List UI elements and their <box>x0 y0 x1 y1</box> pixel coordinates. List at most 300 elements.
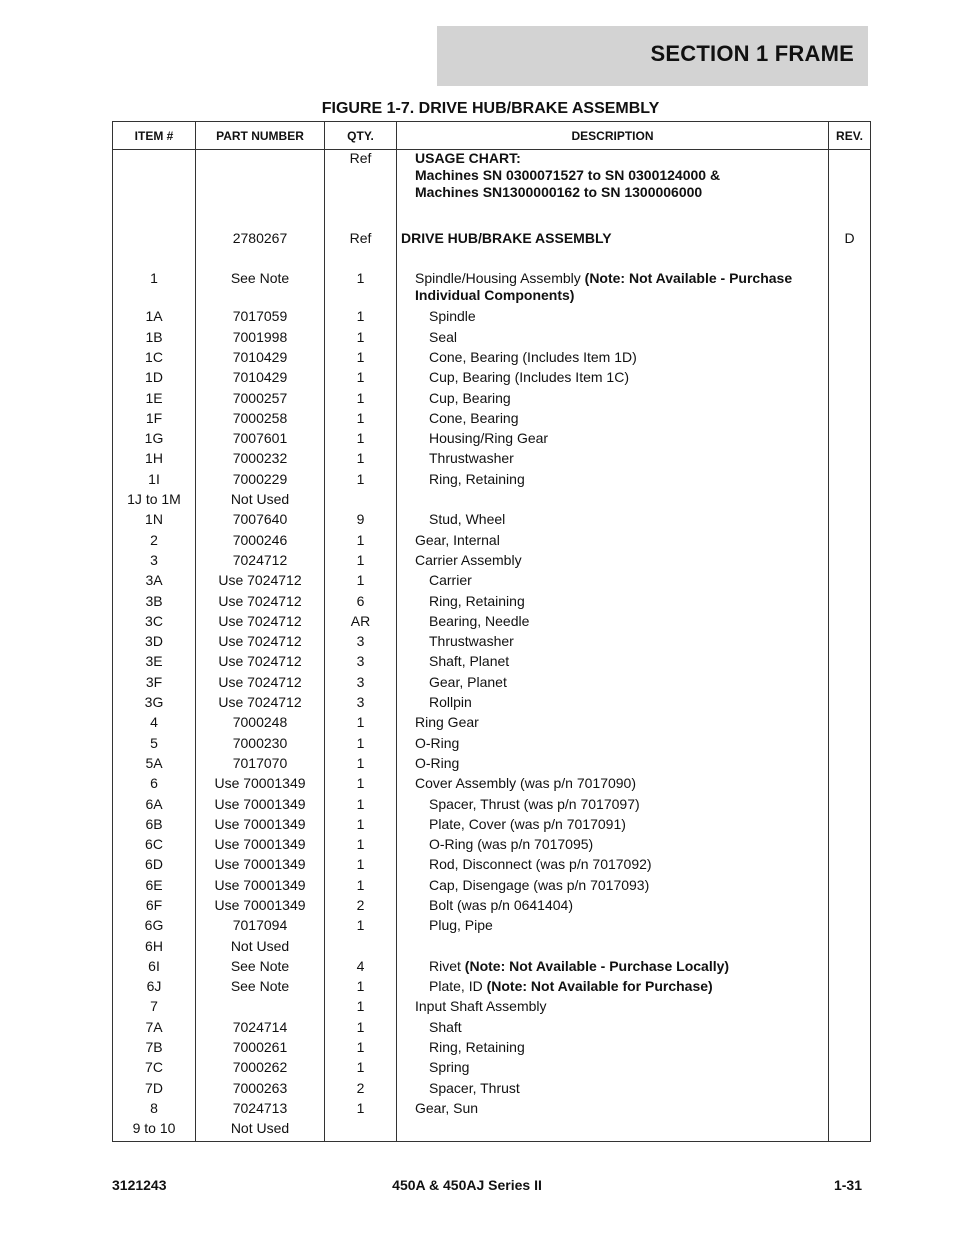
cell-qty: 1 <box>325 998 397 1018</box>
column-header-description: DESCRIPTION <box>397 122 829 150</box>
cell-part-number: Use 7024712 <box>196 694 325 714</box>
table-row <box>113 511 871 531</box>
description-text: Housing/Ring Gear <box>429 430 549 447</box>
cell-item-number: 7C <box>113 1059 196 1079</box>
cell-item-number <box>113 250 196 270</box>
cell-item-number: 6D <box>113 856 196 876</box>
cell-description <box>397 998 829 1018</box>
cell-item-number: 5A <box>113 755 196 775</box>
cell-item-number: 1F <box>113 410 196 430</box>
cell-item-number: 3F <box>113 674 196 694</box>
cell-item-number <box>113 210 196 230</box>
cell-qty: 1 <box>325 390 397 410</box>
table-row <box>113 816 871 836</box>
cell-item-number: 3B <box>113 593 196 613</box>
cell-rev <box>829 593 871 613</box>
table-row <box>113 270 871 308</box>
cell-part-number: 7000232 <box>196 450 325 470</box>
description-text: Spindle <box>429 308 476 325</box>
table-row <box>113 572 871 592</box>
cell-description <box>397 856 829 876</box>
table-row <box>113 593 871 613</box>
cell-part-number: Use 70001349 <box>196 877 325 897</box>
cell-qty: 1 <box>325 471 397 491</box>
cell-rev <box>829 775 871 795</box>
cell-part-number: 7000257 <box>196 390 325 410</box>
cell-description <box>397 430 829 450</box>
cell-qty <box>325 491 397 511</box>
cell-item-number: 9 to 10 <box>113 1120 196 1141</box>
cell-part-number: See Note <box>196 958 325 978</box>
table-row <box>113 775 871 795</box>
cell-qty: AR <box>325 613 397 633</box>
table-row <box>113 430 871 450</box>
cell-description <box>397 1080 829 1100</box>
description-text: Ring, Retaining <box>429 592 525 609</box>
cell-rev <box>829 653 871 673</box>
cell-rev <box>829 917 871 937</box>
table-row <box>113 796 871 816</box>
table-row <box>113 1120 871 1141</box>
cell-rev <box>829 491 871 511</box>
cell-rev <box>829 270 871 308</box>
table-row <box>113 998 871 1018</box>
cell-item-number: 1 <box>113 270 196 308</box>
table-row <box>113 897 871 917</box>
cell-description <box>397 674 829 694</box>
cell-part-number: Use 70001349 <box>196 897 325 917</box>
cell-part-number: Use 7024712 <box>196 593 325 613</box>
cell-item-number: 2 <box>113 532 196 552</box>
cell-item-number: 1N <box>113 511 196 531</box>
parts-table-body <box>113 150 871 1142</box>
section-header <box>437 26 868 86</box>
table-row <box>113 917 871 937</box>
cell-item-number: 7B <box>113 1039 196 1059</box>
cell-description <box>397 816 829 836</box>
cell-qty: 9 <box>325 511 397 531</box>
cell-qty: 1 <box>325 410 397 430</box>
description-text: Bolt (was p/n 0641404) <box>429 897 573 913</box>
cell-qty: 3 <box>325 674 397 694</box>
description-text: Ring, Retaining <box>429 1039 525 1056</box>
cell-rev <box>829 674 871 694</box>
cell-rev <box>829 735 871 755</box>
description-text: Plug, Pipe <box>429 917 493 934</box>
cell-part-number: 7024714 <box>196 1019 325 1039</box>
table-row <box>113 978 871 998</box>
cell-rev <box>829 410 871 430</box>
cell-description <box>397 390 829 410</box>
cell-description <box>397 150 829 210</box>
cell-part-number: 7000248 <box>196 714 325 734</box>
cell-description <box>397 572 829 592</box>
description-text: Gear, Sun <box>415 1099 479 1116</box>
cell-item-number: 1C <box>113 349 196 369</box>
cell-qty: 1 <box>325 917 397 937</box>
cell-rev <box>829 877 871 897</box>
cell-description <box>397 978 829 998</box>
cell-item-number <box>113 230 196 250</box>
cell-rev <box>829 471 871 491</box>
description-text: Plate, ID <box>429 978 487 995</box>
description-text: Shaft <box>429 1018 462 1035</box>
cell-qty: 1 <box>325 877 397 897</box>
description-text: O-Ring <box>415 754 460 771</box>
cell-item-number: 1I <box>113 471 196 491</box>
table-row <box>113 1059 871 1079</box>
cell-item-number: 1J to 1M <box>113 491 196 511</box>
cell-description <box>397 836 829 856</box>
footer-model: 450A & 450AJ Series II <box>392 1177 542 1193</box>
table-row <box>113 450 871 470</box>
cell-description <box>397 653 829 673</box>
cell-qty: 3 <box>325 653 397 673</box>
cell-rev <box>829 1059 871 1079</box>
table-row <box>113 958 871 978</box>
cell-rev <box>829 349 871 369</box>
cell-part-number: Use 70001349 <box>196 796 325 816</box>
cell-rev <box>829 532 871 552</box>
description-text: Stud, Wheel <box>429 511 506 528</box>
description-text: Shaft, Planet <box>429 653 510 670</box>
table-row <box>113 613 871 633</box>
cell-qty: 2 <box>325 897 397 917</box>
description-text: Spindle/Housing Assembly <box>415 270 585 287</box>
table-row <box>113 390 871 410</box>
cell-part-number: Use 7024712 <box>196 653 325 673</box>
cell-item-number: 1D <box>113 369 196 389</box>
table-row <box>113 674 871 694</box>
cell-qty: 1 <box>325 856 397 876</box>
table-row <box>113 230 871 250</box>
cell-description <box>397 1059 829 1079</box>
cell-description <box>397 369 829 389</box>
description-text: Carrier Assembly <box>415 551 522 568</box>
footer-page-number: 1-31 <box>833 1177 862 1193</box>
description-text: Thrustwasher <box>429 633 514 650</box>
cell-part-number: Not Used <box>196 491 325 511</box>
cell-rev <box>829 796 871 816</box>
cell-item-number: 6E <box>113 877 196 897</box>
table-row <box>113 938 871 958</box>
table-row <box>113 877 871 897</box>
cell-part-number: 7000261 <box>196 1039 325 1059</box>
cell-rev <box>829 1019 871 1039</box>
cell-qty: 1 <box>325 1100 397 1120</box>
cell-part-number: 7017070 <box>196 755 325 775</box>
description-note: DRIVE HUB/BRAKE ASSEMBLY <box>401 229 612 246</box>
cell-description <box>397 308 829 328</box>
cell-part-number: 7007601 <box>196 430 325 450</box>
cell-rev <box>829 150 871 210</box>
cell-qty: 1 <box>325 349 397 369</box>
cell-qty: 1 <box>325 755 397 775</box>
cell-description <box>397 410 829 430</box>
cell-rev <box>829 816 871 836</box>
cell-item-number: 3C <box>113 613 196 633</box>
cell-item-number: 1A <box>113 308 196 328</box>
cell-rev <box>829 1080 871 1100</box>
cell-description <box>397 511 829 531</box>
description-text: Ring Gear <box>415 714 479 731</box>
description-text: Thrustwasher <box>429 450 514 467</box>
cell-description <box>397 735 829 755</box>
cell-item-number: 6 <box>113 775 196 795</box>
description-text: Cone, Bearing (Includes Item 1D) <box>429 348 637 365</box>
cell-description <box>397 210 829 230</box>
cell-part-number: Not Used <box>196 938 325 958</box>
cell-item-number: 6G <box>113 917 196 937</box>
description-text: Input Shaft Assembly <box>415 998 547 1015</box>
cell-rev <box>829 390 871 410</box>
table-row <box>113 150 871 210</box>
cell-part-number: 7000262 <box>196 1059 325 1079</box>
cell-item-number: 3D <box>113 633 196 653</box>
cell-part-number: Use 7024712 <box>196 674 325 694</box>
cell-description <box>397 714 829 734</box>
cell-part-number <box>196 998 325 1018</box>
cell-item-number: 7D <box>113 1080 196 1100</box>
description-text: Ring, Retaining <box>429 470 525 487</box>
cell-part-number: 7007640 <box>196 511 325 531</box>
description-text: Rivet <box>429 957 465 974</box>
cell-part-number: Use 7024712 <box>196 572 325 592</box>
column-header-item: ITEM # <box>113 122 196 150</box>
cell-qty: 1 <box>325 430 397 450</box>
description-text: Gear, Planet <box>429 673 507 690</box>
description-text: Cone, Bearing <box>429 409 519 426</box>
description-text: Spacer, Thrust (was p/n 7017097) <box>429 795 640 812</box>
cell-qty: 1 <box>325 369 397 389</box>
cell-item-number: 1E <box>113 390 196 410</box>
cell-rev <box>829 430 871 450</box>
cell-rev <box>829 897 871 917</box>
description-text: O-Ring <box>415 734 460 751</box>
cell-rev <box>829 552 871 572</box>
cell-part-number: 7010429 <box>196 369 325 389</box>
cell-qty: Ref <box>325 230 397 250</box>
cell-part-number: 7001998 <box>196 329 325 349</box>
cell-item-number: 6I <box>113 958 196 978</box>
cell-item-number: 7 <box>113 998 196 1018</box>
cell-rev <box>829 633 871 653</box>
cell-rev <box>829 856 871 876</box>
cell-part-number: Use 70001349 <box>196 816 325 836</box>
table-row <box>113 1080 871 1100</box>
cell-rev <box>829 369 871 389</box>
cell-description <box>397 917 829 937</box>
cell-qty: Ref <box>325 150 397 210</box>
cell-rev <box>829 998 871 1018</box>
cell-qty: 6 <box>325 593 397 613</box>
cell-part-number <box>196 150 325 210</box>
table-row <box>113 250 871 270</box>
cell-description <box>397 552 829 572</box>
cell-description <box>397 450 829 470</box>
table-row <box>113 349 871 369</box>
cell-qty: 1 <box>325 270 397 308</box>
table-row <box>113 491 871 511</box>
cell-qty <box>325 250 397 270</box>
description-text: Rod, Disconnect (was p/n 7017092) <box>429 856 652 873</box>
cell-qty: 1 <box>325 572 397 592</box>
cell-part-number: See Note <box>196 270 325 308</box>
cell-item-number: 6C <box>113 836 196 856</box>
cell-part-number: Use 7024712 <box>196 633 325 653</box>
table-row <box>113 552 871 572</box>
cell-item-number: 3A <box>113 572 196 592</box>
cell-description <box>397 796 829 816</box>
cell-part-number: 7000263 <box>196 1080 325 1100</box>
cell-part-number: 7024713 <box>196 1100 325 1120</box>
cell-qty: 1 <box>325 836 397 856</box>
cell-description <box>397 593 829 613</box>
cell-qty: 4 <box>325 958 397 978</box>
cell-description <box>397 471 829 491</box>
table-row <box>113 653 871 673</box>
description-text: Bearing, Needle <box>429 612 530 629</box>
cell-part-number: 7017059 <box>196 308 325 328</box>
cell-rev <box>829 308 871 328</box>
cell-item-number: 1H <box>113 450 196 470</box>
cell-rev <box>829 978 871 998</box>
cell-part-number <box>196 250 325 270</box>
cell-part-number: Use 70001349 <box>196 775 325 795</box>
table-row <box>113 410 871 430</box>
description-text: Rollpin <box>429 694 472 711</box>
cell-qty <box>325 938 397 958</box>
column-header-qty: QTY. <box>325 122 397 150</box>
cell-part-number: 7000230 <box>196 735 325 755</box>
cell-rev <box>829 572 871 592</box>
table-row <box>113 1019 871 1039</box>
cell-rev <box>829 250 871 270</box>
cell-part-number: 7000258 <box>196 410 325 430</box>
cell-qty: 1 <box>325 796 397 816</box>
cell-item-number <box>113 150 196 210</box>
cell-qty <box>325 210 397 230</box>
cell-description <box>397 755 829 775</box>
cell-qty: 2 <box>325 1080 397 1100</box>
cell-item-number: 4 <box>113 714 196 734</box>
table-row <box>113 1100 871 1120</box>
cell-description <box>397 938 829 958</box>
cell-description <box>397 250 829 270</box>
cell-qty: 1 <box>325 1059 397 1079</box>
cell-item-number: 7A <box>113 1019 196 1039</box>
cell-part-number: 7010429 <box>196 349 325 369</box>
cell-qty: 1 <box>325 552 397 572</box>
column-header-part-number: PART NUMBER <box>196 122 325 150</box>
description-text: Carrier <box>429 572 472 589</box>
cell-qty: 1 <box>325 1039 397 1059</box>
cell-item-number: 6H <box>113 938 196 958</box>
description-text: Plate, Cover (was p/n 7017091) <box>429 815 626 832</box>
table-row <box>113 369 871 389</box>
cell-description <box>397 613 829 633</box>
cell-item-number: 6B <box>113 816 196 836</box>
cell-part-number <box>196 210 325 230</box>
cell-qty: 1 <box>325 775 397 795</box>
table-row <box>113 532 871 552</box>
description-text: Spring <box>429 1059 470 1076</box>
description-note: (Note: Not Available - Purchase Individual Components) <box>415 270 793 304</box>
table-header-row <box>113 122 871 150</box>
cell-part-number: 7024712 <box>196 552 325 572</box>
cell-description <box>397 1039 829 1059</box>
cell-qty: 1 <box>325 329 397 349</box>
cell-description <box>397 694 829 714</box>
cell-item-number: 3 <box>113 552 196 572</box>
cell-description <box>397 329 829 349</box>
cell-item-number: 5 <box>113 735 196 755</box>
cell-description <box>397 1019 829 1039</box>
table-row <box>113 471 871 491</box>
cell-item-number: 8 <box>113 1100 196 1120</box>
cell-item-number: 1G <box>113 430 196 450</box>
cell-description <box>397 491 829 511</box>
table-row <box>113 694 871 714</box>
cell-part-number: Use 70001349 <box>196 856 325 876</box>
cell-rev <box>829 836 871 856</box>
cell-description <box>397 775 829 795</box>
cell-description <box>397 633 829 653</box>
table-row <box>113 210 871 230</box>
cell-description <box>397 349 829 369</box>
description-text: Gear, Internal <box>415 531 500 548</box>
cell-description <box>397 1120 829 1141</box>
cell-qty: 1 <box>325 714 397 734</box>
cell-rev: D <box>829 230 871 250</box>
table-row <box>113 1039 871 1059</box>
cell-rev <box>829 1039 871 1059</box>
cell-description <box>397 897 829 917</box>
description-text: Seal <box>429 328 458 345</box>
description-text: Cap, Disengage (was p/n 7017093) <box>429 876 650 893</box>
cell-part-number: See Note <box>196 978 325 998</box>
description-note: USAGE CHART: Machines SN 0300071527 to SN 0300124000 & Machines SN1300000162 to SN 1300006000 <box>415 150 721 200</box>
cell-qty: 1 <box>325 450 397 470</box>
cell-item-number: 6J <box>113 978 196 998</box>
cell-item-number: 3G <box>113 694 196 714</box>
cell-qty: 3 <box>325 694 397 714</box>
cell-qty <box>325 1120 397 1141</box>
cell-part-number: Not Used <box>196 1120 325 1141</box>
table-row <box>113 755 871 775</box>
cell-rev <box>829 755 871 775</box>
cell-description <box>397 270 829 308</box>
cell-part-number: Use 70001349 <box>196 836 325 856</box>
cell-rev <box>829 938 871 958</box>
cell-rev <box>829 511 871 531</box>
cell-item-number: 1B <box>113 329 196 349</box>
description-text: Spacer, Thrust <box>429 1079 520 1096</box>
cell-part-number: 7017094 <box>196 917 325 937</box>
cell-qty: 1 <box>325 532 397 552</box>
footer-document-number: 3121243 <box>112 1177 167 1193</box>
description-note: (Note: Not Available for Purchase) <box>486 978 713 995</box>
figure-title: FIGURE 1-7. DRIVE HUB/BRAKE ASSEMBLY <box>321 100 660 117</box>
cell-part-number: 7000229 <box>196 471 325 491</box>
cell-qty: 1 <box>325 1019 397 1039</box>
cell-part-number: 2780267 <box>196 230 325 250</box>
cell-description <box>397 230 829 250</box>
description-text: O-Ring (was p/n 7017095) <box>429 836 594 853</box>
cell-description <box>397 877 829 897</box>
table-row <box>113 633 871 653</box>
cell-description <box>397 1100 829 1120</box>
